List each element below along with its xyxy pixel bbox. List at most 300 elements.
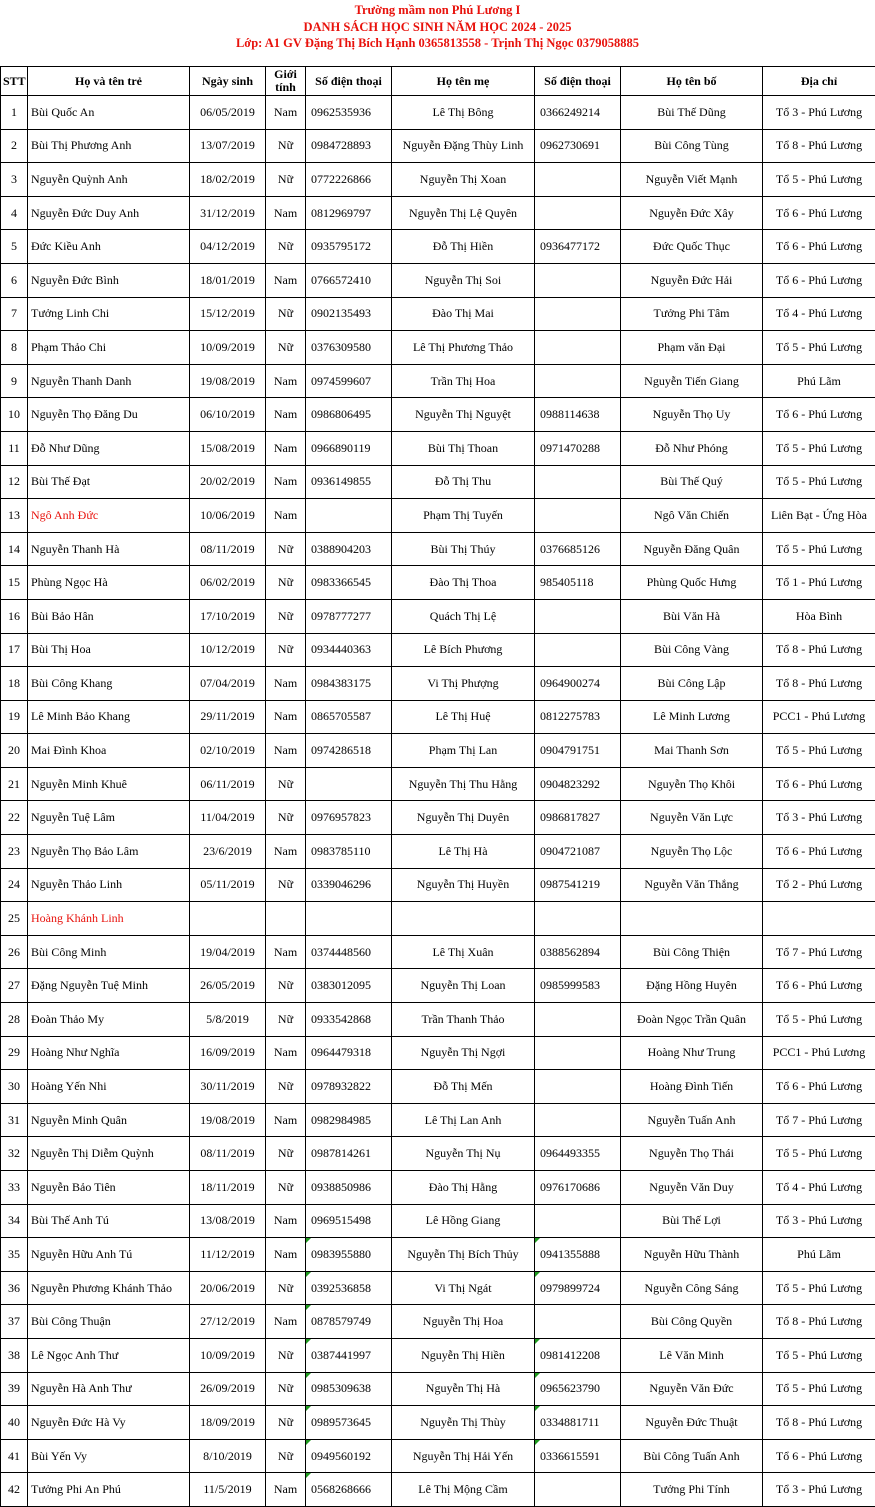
gender-cell-text: Nam	[274, 273, 297, 287]
col-header-stt: STT	[1, 67, 28, 96]
table-row	[1, 1103, 875, 1137]
father-name-cell	[621, 129, 763, 163]
mother-name-cell-text: Lê Thị Bông	[432, 105, 493, 119]
stt-cell	[1, 1003, 28, 1037]
mother-name-cell	[392, 1372, 535, 1406]
father-name-cell-text: Hoàng Như Trung	[648, 1045, 736, 1059]
birthdate-cell	[190, 868, 266, 902]
phone-cell	[306, 1372, 392, 1406]
col-header-mother-name: Họ tên mẹ	[392, 67, 535, 96]
gender-cell-text: Nam	[274, 407, 297, 421]
address-cell	[763, 700, 875, 734]
mother-name-cell-text: Nguyễn Thị Nụ	[425, 1146, 500, 1160]
mother-phone-cell-text: 0979899724	[540, 1281, 600, 1295]
mother-name-cell-text: Lê Thị Huệ	[435, 709, 490, 723]
phone-cell-text: 0934440363	[311, 642, 371, 656]
child-name-cell-text: Bùi Thế Anh Tú	[31, 1213, 109, 1227]
document-title: DANH SÁCH HỌC SINH NĂM HỌC 2024 - 2025	[0, 19, 875, 35]
father-name-cell	[621, 1137, 763, 1171]
gender-cell	[266, 1271, 306, 1305]
phone-cell	[306, 1137, 392, 1171]
table-row	[1, 499, 875, 533]
address-cell-text: Tổ 5 - Phú Lương	[776, 340, 862, 354]
address-cell	[763, 1238, 875, 1272]
mother-phone-cell	[535, 1439, 621, 1473]
address-cell	[763, 263, 875, 297]
mother-name-cell-text: Nguyễn Thị Ngợi	[421, 1045, 506, 1059]
birthdate-cell-text: 23/6/2019	[203, 844, 252, 858]
phone-cell	[306, 163, 392, 197]
birthdate-cell	[190, 599, 266, 633]
mother-phone-cell	[535, 902, 621, 936]
mother-phone-cell	[535, 96, 621, 130]
address-cell	[763, 465, 875, 499]
phone-cell	[306, 1338, 392, 1372]
child-name-cell	[28, 1238, 190, 1272]
phone-cell	[306, 1238, 392, 1272]
mother-name-cell-text: Vi Thị Phượng	[427, 676, 498, 690]
table-row	[1, 1305, 875, 1339]
father-name-cell-text: Nguyễn Văn Lực	[650, 810, 733, 824]
phone-cell	[306, 1406, 392, 1440]
gender-cell-text: Nam	[274, 508, 297, 522]
mother-name-cell-text: Nguyễn Thị Hiền	[421, 1348, 505, 1362]
birthdate-cell-text: 06/02/2019	[200, 575, 255, 589]
note-indicator-icon	[535, 1373, 540, 1378]
birthdate-cell-text: 15/08/2019	[200, 441, 255, 455]
address-cell-text: Tổ 5 - Phú Lương	[776, 172, 862, 186]
address-cell-text: Tổ 6 - Phú Lương	[776, 239, 862, 253]
address-cell-text: Tổ 7 - Phú Lương	[776, 945, 862, 959]
child-name-cell	[28, 263, 190, 297]
birthdate-cell	[190, 801, 266, 835]
birthdate-cell	[190, 667, 266, 701]
table-row	[1, 163, 875, 197]
gender-cell	[266, 566, 306, 600]
birthdate-cell	[190, 1003, 266, 1037]
phone-cell	[306, 499, 392, 533]
stt-cell	[1, 230, 28, 264]
phone-cell-text: 0974286518	[311, 743, 371, 757]
stt-cell	[1, 398, 28, 432]
child-name-cell-text: Mai Đình Khoa	[31, 743, 106, 757]
child-name-cell	[28, 767, 190, 801]
mother-name-cell-text: Lê Hồng Giang	[426, 1213, 501, 1227]
father-name-cell	[621, 1271, 763, 1305]
child-name-cell	[28, 499, 190, 533]
note-indicator-icon	[306, 1339, 311, 1344]
mother-name-cell-text: Lê Thị Lan Anh	[425, 1113, 502, 1127]
birthdate-cell	[190, 532, 266, 566]
phone-cell-text: 0978932822	[311, 1079, 371, 1093]
phone-cell-text: 0376309580	[311, 340, 371, 354]
child-name-cell-text: Hoàng Khánh Linh	[31, 911, 124, 925]
stt-cell	[1, 1070, 28, 1104]
stt-cell	[1, 1305, 28, 1339]
father-name-cell	[621, 700, 763, 734]
stt-cell-text: 29	[8, 1045, 20, 1059]
phone-cell-text: 0568268666	[311, 1482, 371, 1496]
mother-phone-cell	[535, 1171, 621, 1205]
mother-name-cell	[392, 1338, 535, 1372]
gender-cell-text: Nam	[274, 105, 297, 119]
father-name-cell-text: Đỗ Như Phóng	[655, 441, 728, 455]
stt-cell	[1, 1171, 28, 1205]
address-cell-text: Tổ 8 - Phú Lương	[776, 642, 862, 656]
mother-name-cell-text: Lê Thị Hà	[438, 844, 487, 858]
mother-phone-cell-text: 0904721087	[540, 844, 600, 858]
birthdate-cell-text: 11/04/2019	[200, 810, 254, 824]
gender-cell	[266, 1406, 306, 1440]
col-header-phone: Số điện thoại	[306, 67, 392, 96]
mother-phone-cell	[535, 700, 621, 734]
gender-cell	[266, 1003, 306, 1037]
mother-name-cell-text: Vi Thị Ngát	[434, 1281, 491, 1295]
address-cell-text: Tổ 4 - Phú Lương	[776, 306, 862, 320]
mother-phone-cell	[535, 263, 621, 297]
father-name-cell	[621, 1439, 763, 1473]
stt-cell-text: 25	[8, 911, 20, 925]
father-name-cell	[621, 1103, 763, 1137]
father-name-cell	[621, 1473, 763, 1507]
mother-name-cell	[392, 969, 535, 1003]
birthdate-cell-text: 13/07/2019	[200, 138, 255, 152]
mother-phone-cell	[535, 935, 621, 969]
mother-phone-cell-text: 0976170686	[540, 1180, 600, 1194]
phone-cell-text: 0933542868	[311, 1012, 371, 1026]
mother-name-cell-text: Đào Thị Mai	[432, 306, 494, 320]
mother-name-cell	[392, 935, 535, 969]
mother-name-cell-text: Đỗ Thị Hiền	[433, 239, 493, 253]
child-name-cell	[28, 297, 190, 331]
mother-name-cell-text: Nguyễn Thị Soi	[425, 273, 501, 287]
birthdate-cell	[190, 364, 266, 398]
father-name-cell-text: Nguyễn Đăng Quân	[644, 542, 740, 556]
table-row	[1, 398, 875, 432]
mother-name-cell-text: Lê Thị Phương Thảo	[413, 340, 513, 354]
mother-name-cell	[392, 599, 535, 633]
birthdate-cell-text: 11/5/2019	[203, 1482, 251, 1496]
mother-phone-cell	[535, 801, 621, 835]
mother-name-cell	[392, 465, 535, 499]
address-cell-text: Tổ 4 - Phú Lương	[776, 1180, 862, 1194]
gender-cell-text: Nữ	[278, 138, 293, 152]
mother-name-cell	[392, 835, 535, 869]
address-cell-text: PCC1 - Phú Lương	[773, 709, 866, 723]
mother-phone-cell	[535, 1137, 621, 1171]
birthdate-cell-text: 02/10/2019	[200, 743, 255, 757]
stt-cell	[1, 1406, 28, 1440]
birthdate-cell	[190, 1473, 266, 1507]
gender-cell	[266, 935, 306, 969]
mother-phone-cell	[535, 465, 621, 499]
phone-cell	[306, 1439, 392, 1473]
gender-cell-text: Nữ	[278, 1281, 293, 1295]
phone-cell-text: 0878579749	[311, 1314, 371, 1328]
stt-cell-text: 10	[8, 407, 20, 421]
child-name-cell-text: Nguyễn Hà Anh Thư	[31, 1381, 132, 1395]
child-name-cell-text: Nguyễn Thị Diễm Quỳnh	[31, 1146, 154, 1160]
birthdate-cell	[190, 935, 266, 969]
address-cell	[763, 1372, 875, 1406]
child-name-cell-text: Bùi Thị Hoa	[31, 642, 91, 656]
mother-phone-cell-text: 0941355888	[540, 1247, 600, 1261]
mother-name-cell	[392, 1238, 535, 1272]
stt-cell-text: 41	[8, 1449, 20, 1463]
birthdate-cell	[190, 499, 266, 533]
address-cell	[763, 566, 875, 600]
address-cell	[763, 398, 875, 432]
stt-cell	[1, 1473, 28, 1507]
gender-cell	[266, 297, 306, 331]
gender-cell-text: Nam	[274, 441, 297, 455]
note-indicator-icon	[306, 1305, 311, 1310]
table-row	[1, 667, 875, 701]
birthdate-cell-text: 08/11/2019	[200, 1146, 254, 1160]
stt-cell-text: 23	[8, 844, 20, 858]
mother-name-cell	[392, 667, 535, 701]
child-name-cell	[28, 835, 190, 869]
address-cell	[763, 1271, 875, 1305]
gender-cell-text: Nữ	[278, 1079, 293, 1093]
address-cell-text: Tổ 3 - Phú Lương	[776, 810, 862, 824]
mother-name-cell-text: Đào Thị Thoa	[430, 575, 497, 589]
gender-cell	[266, 1372, 306, 1406]
phone-cell	[306, 868, 392, 902]
stt-cell-text: 22	[8, 810, 20, 824]
address-cell-text: Tổ 1 - Phú Lương	[776, 575, 862, 589]
stt-cell-text: 19	[8, 709, 20, 723]
mother-name-cell-text: Trần Thị Hoa	[431, 374, 496, 388]
mother-name-cell	[392, 163, 535, 197]
note-indicator-icon	[535, 1406, 540, 1411]
phone-cell-text: 0984728893	[311, 138, 371, 152]
address-cell	[763, 835, 875, 869]
address-cell	[763, 902, 875, 936]
phone-cell	[306, 196, 392, 230]
gender-cell	[266, 263, 306, 297]
address-cell-text: Tổ 6 - Phú Lương	[776, 206, 862, 220]
mother-name-cell-text: Nguyễn Thị Bích Thủy	[407, 1247, 518, 1261]
father-name-cell	[621, 734, 763, 768]
child-name-cell	[28, 96, 190, 130]
mother-name-cell	[392, 1439, 535, 1473]
phone-cell-text: 0974599607	[311, 374, 371, 388]
child-name-cell-text: Đỗ Như Dũng	[31, 441, 100, 455]
birthdate-cell	[190, 1204, 266, 1238]
birthdate-cell-text: 19/08/2019	[200, 1113, 255, 1127]
mother-phone-cell-text: 0366249214	[540, 105, 600, 119]
gender-cell-text: Nam	[274, 743, 297, 757]
mother-phone-cell	[535, 532, 621, 566]
stt-cell	[1, 331, 28, 365]
child-name-cell	[28, 868, 190, 902]
phone-cell-text: 0387441997	[311, 1348, 371, 1362]
father-name-cell	[621, 1406, 763, 1440]
stt-cell-text: 11	[8, 441, 20, 455]
table-row	[1, 902, 875, 936]
phone-cell-text: 0966890119	[311, 441, 371, 455]
mother-name-cell	[392, 331, 535, 365]
stt-cell	[1, 734, 28, 768]
table-row	[1, 835, 875, 869]
phone-cell	[306, 96, 392, 130]
birthdate-cell-text: 26/05/2019	[200, 978, 255, 992]
col-header-birthdate: Ngày sinh	[190, 67, 266, 96]
gender-cell	[266, 835, 306, 869]
address-cell-text: Tổ 3 - Phú Lương	[776, 105, 862, 119]
father-name-cell	[621, 499, 763, 533]
father-name-cell-text: Ngô Văn Chiến	[654, 508, 729, 522]
mother-name-cell	[392, 801, 535, 835]
mother-name-cell	[392, 902, 535, 936]
mother-phone-cell	[535, 1070, 621, 1104]
birthdate-cell	[190, 196, 266, 230]
birthdate-cell-text: 18/11/2019	[200, 1180, 254, 1194]
stt-cell-text: 32	[8, 1146, 20, 1160]
gender-cell-text: Nữ	[278, 1381, 293, 1395]
stt-cell-text: 6	[11, 273, 17, 287]
father-name-cell-text: Nguyễn Văn Đức	[649, 1381, 733, 1395]
mother-name-cell	[392, 633, 535, 667]
address-cell-text: Tổ 8 - Phú Lương	[776, 1314, 862, 1328]
father-name-cell	[621, 398, 763, 432]
phone-cell	[306, 1103, 392, 1137]
birthdate-cell-text: 19/04/2019	[200, 945, 255, 959]
child-name-cell-text: Tưởng Linh Chi	[31, 306, 109, 320]
father-name-cell-text: Nguyễn Tiến Giang	[644, 374, 739, 388]
father-name-cell-text: Bùi Thế Lợi	[662, 1213, 721, 1227]
child-name-cell	[28, 633, 190, 667]
phone-cell-text: 0989573645	[311, 1415, 371, 1429]
phone-cell	[306, 835, 392, 869]
father-name-cell	[621, 1238, 763, 1272]
mother-phone-cell-text: 0964900274	[540, 676, 600, 690]
gender-cell-text: Nữ	[278, 239, 293, 253]
gender-cell	[266, 96, 306, 130]
child-name-cell	[28, 1271, 190, 1305]
father-name-cell-text: Bùi Công Quyền	[651, 1314, 732, 1328]
gender-cell	[266, 1473, 306, 1507]
table-row	[1, 1036, 875, 1070]
gender-cell	[266, 1103, 306, 1137]
father-name-cell-text: Nguyễn Thọ Thái	[649, 1146, 734, 1160]
mother-name-cell-text: Nguyễn Thị Duyên	[417, 810, 509, 824]
stt-cell-text: 4	[11, 206, 17, 220]
stt-cell	[1, 868, 28, 902]
father-name-cell-text: Nguyễn Thọ Uy	[653, 407, 731, 421]
mother-phone-cell-text: 0987541219	[540, 877, 600, 891]
child-name-cell	[28, 667, 190, 701]
birthdate-cell-text: 08/11/2019	[200, 542, 254, 556]
gender-cell-text: Nam	[274, 1247, 297, 1261]
note-indicator-icon	[535, 1238, 540, 1243]
phone-cell	[306, 364, 392, 398]
address-cell-text: Tổ 6 - Phú Lương	[776, 273, 862, 287]
mother-phone-cell	[535, 364, 621, 398]
child-name-cell-text: Nguyễn Phương Khánh Thảo	[31, 1281, 172, 1295]
father-name-cell	[621, 1338, 763, 1372]
father-name-cell-text: Đặng Hồng Huyên	[646, 978, 737, 992]
address-cell	[763, 969, 875, 1003]
address-cell	[763, 431, 875, 465]
phone-cell-text: 0962535936	[311, 105, 371, 119]
birthdate-cell	[190, 969, 266, 1003]
mother-name-cell	[392, 1171, 535, 1205]
address-cell	[763, 1137, 875, 1171]
birthdate-cell-text: 19/08/2019	[200, 374, 255, 388]
father-name-cell-text: Nguyễn Viết Mạnh	[646, 172, 738, 186]
birthdate-cell-text: 06/10/2019	[200, 407, 255, 421]
stt-cell-text: 1	[11, 105, 17, 119]
stt-cell-text: 17	[8, 642, 20, 656]
stt-cell-text: 30	[8, 1079, 20, 1093]
birthdate-cell	[190, 263, 266, 297]
stt-cell	[1, 767, 28, 801]
child-name-cell	[28, 935, 190, 969]
mother-name-cell	[392, 364, 535, 398]
mother-phone-cell	[535, 1036, 621, 1070]
mother-name-cell	[392, 566, 535, 600]
father-name-cell	[621, 364, 763, 398]
address-cell	[763, 1338, 875, 1372]
father-name-cell	[621, 1036, 763, 1070]
gender-cell	[266, 431, 306, 465]
address-cell-text: PCC1 - Phú Lương	[773, 1045, 866, 1059]
table-row	[1, 1338, 875, 1372]
father-name-cell-text: Nguyễn Văn Duy	[649, 1180, 733, 1194]
phone-cell-text: 0388904203	[311, 542, 371, 556]
child-name-cell-text: Nguyễn Thảo Linh	[31, 877, 122, 891]
child-name-cell-text: Ngô Anh Đức	[31, 508, 98, 522]
child-name-cell-text: Đoàn Thảo My	[31, 1012, 104, 1026]
mother-name-cell-text: Phạm Thị Lan	[429, 743, 497, 757]
child-name-cell-text: Nguyễn Tuệ Lâm	[31, 810, 115, 824]
birthdate-cell-text: 17/10/2019	[200, 609, 255, 623]
stt-cell-text: 28	[8, 1012, 20, 1026]
stt-cell-text: 5	[11, 239, 17, 253]
phone-cell	[306, 465, 392, 499]
gender-cell	[266, 667, 306, 701]
mother-name-cell-text: Nguyễn Thị Hải Yến	[413, 1449, 513, 1463]
birthdate-cell	[190, 331, 266, 365]
birthdate-cell	[190, 230, 266, 264]
child-name-cell-text: Lê Ngọc Anh Thư	[31, 1348, 118, 1362]
gender-cell	[266, 1338, 306, 1372]
mother-phone-cell-text: 0985999583	[540, 978, 600, 992]
table-row	[1, 196, 875, 230]
child-name-cell	[28, 734, 190, 768]
note-indicator-icon	[306, 1373, 311, 1378]
father-name-cell-text: Bùi Công Lập	[658, 676, 726, 690]
child-name-cell	[28, 532, 190, 566]
table-row	[1, 767, 875, 801]
birthdate-cell	[190, 431, 266, 465]
stt-cell	[1, 633, 28, 667]
birthdate-cell-text: 10/06/2019	[200, 508, 255, 522]
table-row	[1, 1070, 875, 1104]
address-cell	[763, 1204, 875, 1238]
child-name-cell	[28, 1070, 190, 1104]
mother-phone-cell	[535, 398, 621, 432]
birthdate-cell	[190, 1238, 266, 1272]
address-cell	[763, 767, 875, 801]
phone-cell	[306, 801, 392, 835]
gender-cell	[266, 230, 306, 264]
mother-name-cell	[392, 230, 535, 264]
mother-name-cell	[392, 129, 535, 163]
stt-cell	[1, 297, 28, 331]
